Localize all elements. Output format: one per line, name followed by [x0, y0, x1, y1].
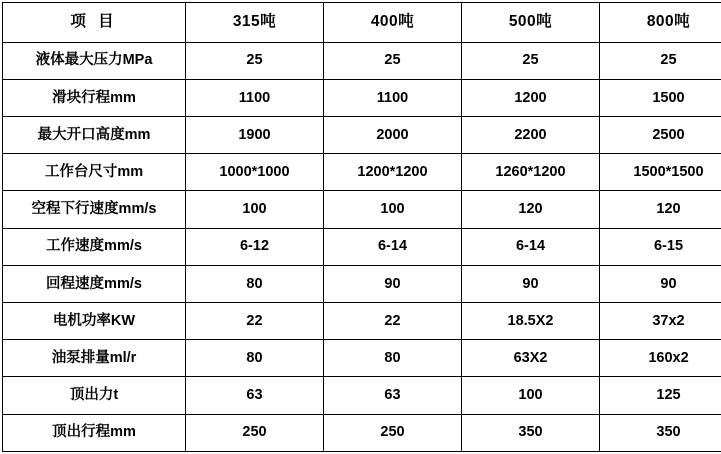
row-cell: 90: [600, 265, 721, 302]
row-cell: 1500: [600, 79, 721, 116]
row-label: 电机功率KW: [3, 303, 186, 340]
row-label: 空程下行速度mm/s: [3, 191, 186, 228]
row-cell: 63: [324, 377, 462, 414]
row-cell: 250: [186, 414, 324, 451]
table-row: [3, 265, 721, 302]
row-cell: 25: [324, 42, 462, 79]
row-cell: 100: [324, 191, 462, 228]
row-cell: 22: [324, 303, 462, 340]
table-row: [3, 414, 721, 451]
row-cell: 120: [600, 191, 721, 228]
row-label: 顶出行程mm: [3, 414, 186, 451]
table-body: [3, 3, 721, 452]
row-cell: 250: [324, 414, 462, 451]
row-cell: 160x2: [600, 340, 721, 377]
row-label: 油泵排量ml/r: [3, 340, 186, 377]
row-cell: 80: [324, 340, 462, 377]
row-label: 顶出力t: [3, 377, 186, 414]
row-cell: 18.5X2: [462, 303, 600, 340]
row-label: 工作速度mm/s: [3, 228, 186, 265]
table-row: [3, 42, 721, 79]
row-cell: 80: [186, 265, 324, 302]
column-header-400t: 400吨: [324, 3, 462, 43]
table-row: [3, 154, 721, 191]
row-cell: 6-14: [462, 228, 600, 265]
row-cell: 1900: [186, 117, 324, 154]
row-cell: 6-12: [186, 228, 324, 265]
row-cell: 63: [186, 377, 324, 414]
row-cell: 22: [186, 303, 324, 340]
table-row: [3, 117, 721, 154]
specification-table: [2, 2, 721, 452]
row-cell: 6-15: [600, 228, 721, 265]
row-cell: 1100: [324, 79, 462, 116]
row-cell: 125: [600, 377, 721, 414]
row-cell: 1100: [186, 79, 324, 116]
row-cell: 2500: [600, 117, 721, 154]
column-header-800t: 800吨: [600, 3, 721, 43]
column-header-500t: 500吨: [462, 3, 600, 43]
row-cell: 90: [462, 265, 600, 302]
table-row: [3, 191, 721, 228]
row-cell: 100: [462, 377, 600, 414]
row-cell: 1260*1200: [462, 154, 600, 191]
row-cell: 100: [186, 191, 324, 228]
row-cell: 63X2: [462, 340, 600, 377]
row-cell: 80: [186, 340, 324, 377]
row-cell: 25: [186, 42, 324, 79]
row-label: 液体最大压力MPa: [3, 42, 186, 79]
row-cell: 1500*1500: [600, 154, 721, 191]
table-row: [3, 79, 721, 116]
row-cell: 1200: [462, 79, 600, 116]
row-cell: 1000*1000: [186, 154, 324, 191]
row-cell: 2000: [324, 117, 462, 154]
row-cell: 37x2: [600, 303, 721, 340]
row-label: 工作台尺寸mm: [3, 154, 186, 191]
table-row: [3, 377, 721, 414]
row-cell: 1200*1200: [324, 154, 462, 191]
row-cell: 350: [462, 414, 600, 451]
column-header-315t: 315吨: [186, 3, 324, 43]
row-label: 回程速度mm/s: [3, 265, 186, 302]
column-header-item: 项 目: [3, 3, 186, 43]
row-label: 滑块行程mm: [3, 79, 186, 116]
row-cell: 120: [462, 191, 600, 228]
row-cell: 350: [600, 414, 721, 451]
table-row: [3, 228, 721, 265]
row-label: 最大开口高度mm: [3, 117, 186, 154]
table-row: [3, 303, 721, 340]
row-cell: 25: [462, 42, 600, 79]
row-cell: 90: [324, 265, 462, 302]
row-cell: 25: [600, 42, 721, 79]
table-row: [3, 340, 721, 377]
row-cell: 2200: [462, 117, 600, 154]
row-cell: 6-14: [324, 228, 462, 265]
table-header-row: [3, 3, 721, 43]
